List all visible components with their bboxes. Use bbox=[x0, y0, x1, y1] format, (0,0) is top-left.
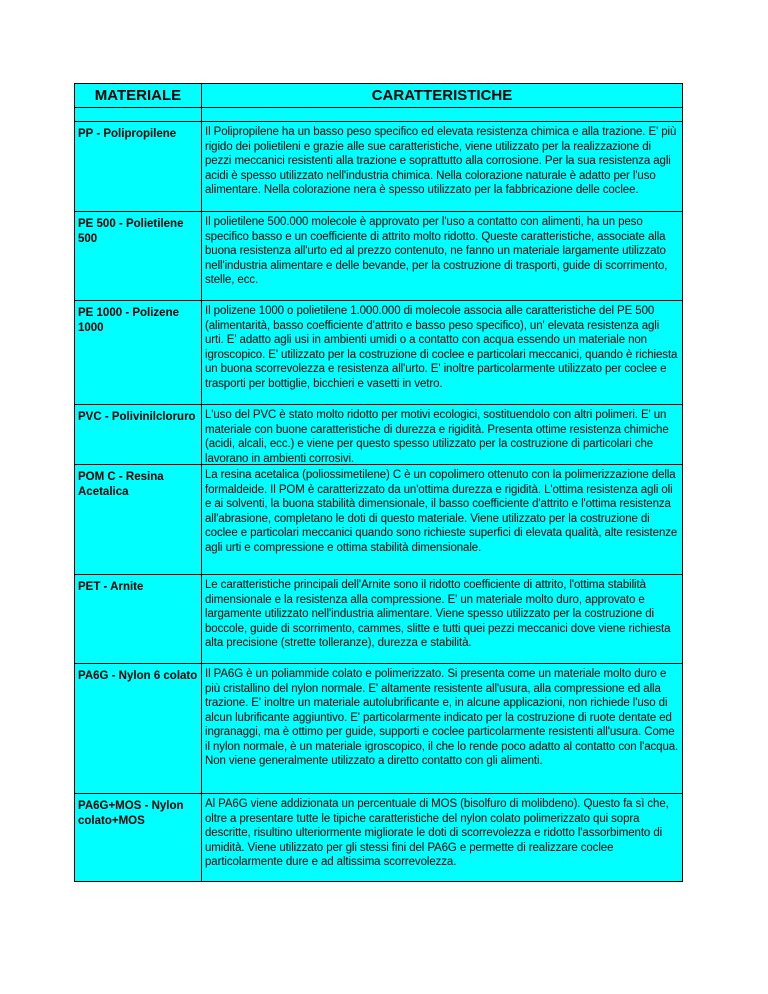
material-name-pom: POM C - Resina Acetalica bbox=[75, 465, 202, 575]
material-description-pa6g-mos: Al PA6G viene addizionata un percentuale di MOS (bisolfuro di molibdeno). Questo fa sì che, oltre a presentare tutte le tipiche caratteristiche del nylon colato polimerizzato qui sopra descritte, risultino ulteriormente migliorate le doti di scorrevolezza e ridotto l'assorbimento di umidità. Viene utilizzato per gli stessi fini del PA6G e permette di realizzare coclee particolarmente dure e ad altissima scorrevolezza. bbox=[202, 794, 683, 882]
material-description-pom: La resina acetalica (poliossimetilene) C è un copolimero ottenuto con la polimerizzazione della formaldeide. Il POM è caratterizzato da un'ottima durezza e rigidità. L'ottima resistenza agli oli e ai solventi, la buona stabilità dimensionale, il basso coefficiente d'attrito e l'ottima resistenza all'abrasione, completano le doti di questo materiale. Viene utilizzato per la costruzione di coclee e particolari meccanici quando sono richieste superfici di elevata qualità, alte resistenze agli urti e compressione e ottima stabilità dimensionale. bbox=[202, 465, 683, 575]
header-characteristics: CARATTERISTICHE bbox=[202, 84, 683, 108]
materials-table bbox=[74, 83, 683, 882]
material-name-pa6g-mos: PA6G+MOS - Nylon colato+MOS bbox=[75, 794, 202, 882]
spacer-left bbox=[75, 108, 202, 122]
material-description-pe500: Il polietilene 500.000 molecole è approvato per l'uso a contatto con alimenti, ha un peso specifico basso e un coefficiente di attrito molto ridotto. Queste caratteristiche, associate alla buona resistenza all'urto ed al prezzo contenuto, ne fanno un materiale largamente utilizzato nell'industria alimentare e delle bevande, per la costruzione di trasporti, guide di scorrimento, stelle, ecc. bbox=[202, 212, 683, 301]
material-name-pe500: PE 500 - Polietilene 500 bbox=[75, 212, 202, 301]
material-description-pp: Il Polipropilene ha un basso peso specifico ed elevata resistenza chimica e alla trazione. E' più rigido dei polietileni e grazie alle sue caratteristiche, viene utilizzato per la realizzazione di pezzi meccanici resistenti alla trazione e soprattutto alla corrosione. Per la sua resistenza agli acidi è spesso utilizzato nell'industria chimica. Nella colorazione naturale è adatto per l'uso alimentare. Nella colorazione nera è spesso utilizzato per la fabbricazione delle coclee. bbox=[202, 122, 683, 212]
material-description-pe1000: Il polizene 1000 o polietilene 1.000.000 di molecole associa alle caratteristiche del PE 500 (alimentarità, basso coefficiente d'attrito e basso peso specifico), un' elevata resistenza agli urti. E' adatto agli usi in ambienti umidi o a contatto con acqua essendo un materiale non igroscopico. E' utilizzato per la costruzione di coclee e particolari meccanici, quando è richiesta un buona scorrevolezza e resistenza all'urto. E' inoltre particolarmente utilizzato per coclee e trasporti per bottiglie, bicchieri e vasetti in vetro. bbox=[202, 301, 683, 405]
material-name-pe1000: PE 1000 - Polizene 1000 bbox=[75, 301, 202, 405]
header-material: MATERIALE bbox=[75, 84, 202, 108]
material-description-pa6g: Il PA6G è un poliammide colato e polimerizzato. Si presenta come un materiale molto duro e più cristallino del nylon normale. E' altamente resistente all'usura, alla compressione ed alla trazione. E' inoltre un materiale autolubrificante e, in alcune applicazioni, non richiede l'uso di alcun lubrificante aggiuntivo. E' particolarmente indicato per la costruzione di ruote dentate ed ingranaggi, ma è ottimo per guide, supporti e coclee particolarmente resistenti all'usura. Come il nylon normale, è un materiale igroscopico, il che lo rende poco adatto al contatto con l'acqua. Non viene generalmente utilizzato a diretto contatto con gli alimenti. bbox=[202, 664, 683, 794]
material-name-pvc: PVC - Polivinilcloruro bbox=[75, 405, 202, 465]
material-name-pa6g: PA6G - Nylon 6 colato bbox=[75, 664, 202, 794]
material-description-pet: Le caratteristiche principali dell'Arnite sono il ridotto coefficiente di attrito, l'ottima stabilità dimensionale e la resistenza alla compressione. E' un materiale molto duro, approvato e largamente utilizzato nell'industria alimentare. Viene spesso utilizzato per la costruzione di boccole, guide di scorrimento, cammes, slitte e tutti quei pezzi meccanici dove viene richiesta alta precisione (strette tolleranze), durezza e stabilità. bbox=[202, 575, 683, 664]
material-name-pp: PP - Polipropilene bbox=[75, 122, 202, 212]
material-name-pet: PET - Arnite bbox=[75, 575, 202, 664]
material-description-pvc: L'uso del PVC è stato molto ridotto per motivi ecologici, sostituendolo con altri polimeri. E' un materiale con buone caratteristiche di durezza e rigidità. Presenta ottime resistenza chimiche (acidi, alcali, ecc.) e viene per questo spesso utilizzato per la costruzione di particolari che lavorano in ambienti corrosivi. bbox=[202, 405, 683, 465]
spacer-right bbox=[202, 108, 683, 122]
